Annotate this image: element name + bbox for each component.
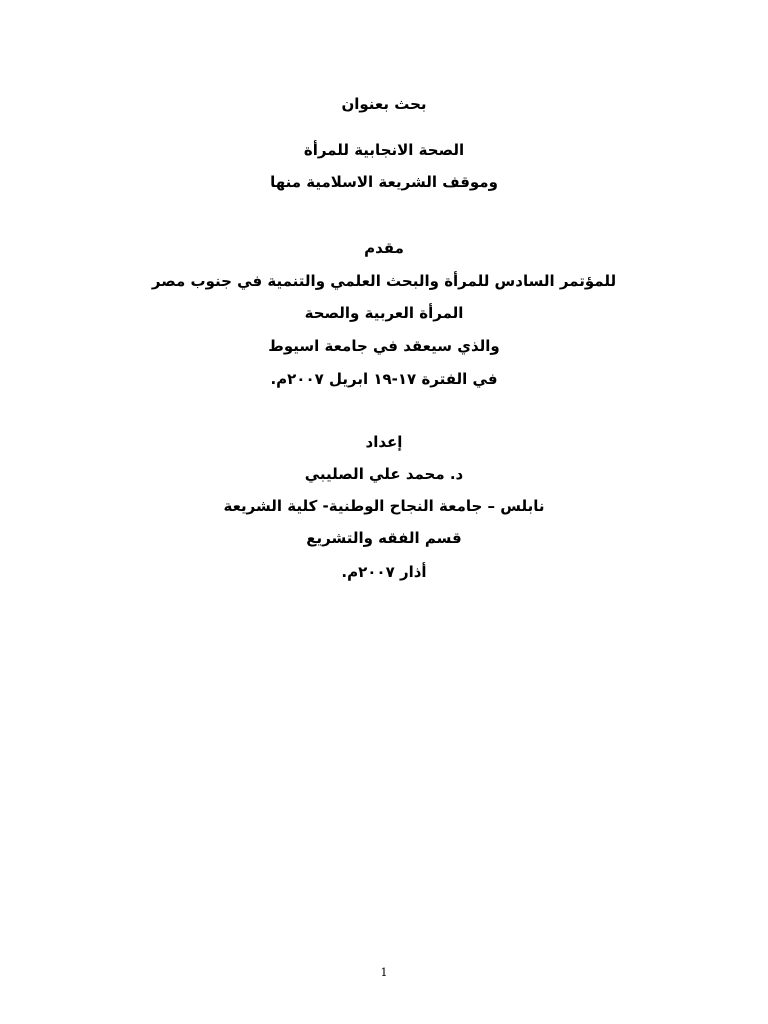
author-name: د. محمد علي الصليبي [304,465,464,483]
author-affiliation: نابلس – جامعة النجاح الوطنية- كلية الشريعة [223,497,545,515]
header-line: بحث بعنوان [341,95,427,113]
conference-period: في الفترة ١٧-١٩ ابريل ٢٠٠٧م. [270,370,498,388]
page-number: 1 [380,966,388,979]
title-line-2: وموقف الشريعة الاسلامية منها [270,173,498,191]
conference-name: للمؤتمر السادس للمرأة والبحث العلمي والتنمية في جنوب مصر [151,272,617,290]
conference-theme: المرأة العربية والصحة [304,304,464,322]
author-department: قسم الفقه والتشريع [306,529,462,547]
author-label: إعداد [365,433,403,451]
conference-venue: والذي سيعقد في جامعة اسيوط [268,337,500,355]
title-line-1: الصحة الانجابية للمرأة [303,141,465,159]
presented-label: مقدم [364,239,404,257]
author-date: أذار ٢٠٠٧م. [341,563,427,581]
